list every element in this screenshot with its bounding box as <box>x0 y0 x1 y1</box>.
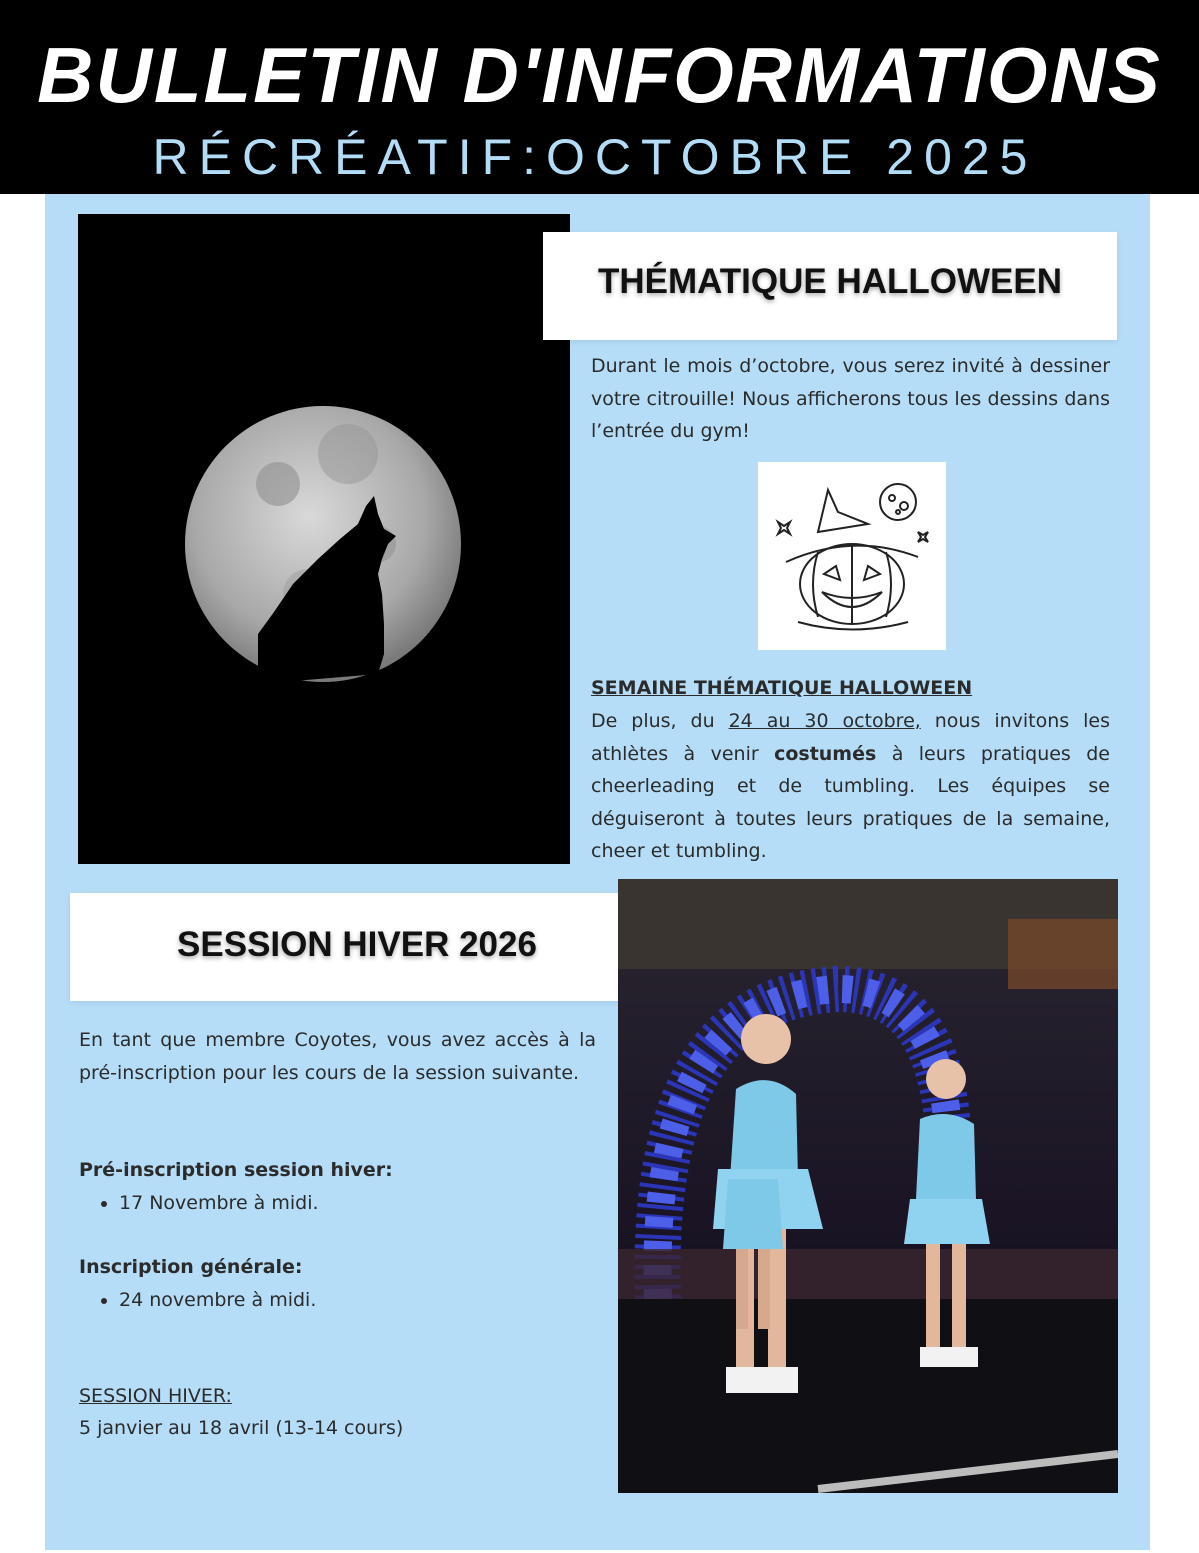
session-winter-label: SESSION HIVER: <box>79 1385 232 1407</box>
general-inscription-date: • 24 novembre à midi. <box>119 1284 316 1316</box>
preinscription-list <box>79 1187 319 1219</box>
general-inscription-label: Inscription générale: <box>79 1256 303 1278</box>
preinscription-date: • 17 Novembre à midi. <box>119 1187 319 1219</box>
halloween-week-heading: SEMAINE THÉMATIQUE HALLOWEEN <box>591 677 973 699</box>
newsletter-title: BULLETIN D'INFORMATIONS <box>37 31 1162 119</box>
halloween-week-text <box>591 705 1110 868</box>
halloween-intro: Durant le mois d’octobre, vous serez invité à dessiner votre citrouille! Nous afficherons tous les dessins dans l’entrée du gym! <box>591 355 1110 442</box>
session-heading: SESSION HIVER 2026 <box>177 925 537 964</box>
halloween-heading-box <box>543 232 1117 340</box>
week-text-part1: De plus, du <box>591 710 729 732</box>
pumpkin-coloring-image <box>758 462 946 650</box>
header-banner <box>0 0 1199 194</box>
session-intro: En tant que membre Coyotes, vous avez accès à la pré-inscription pour les cours de la session suivante. <box>79 1029 596 1084</box>
halloween-heading: THÉMATIQUE HALLOWEEN <box>597 262 1063 301</box>
general-inscription-list <box>79 1284 316 1316</box>
week-dates: 24 au 30 octobre, <box>728 710 921 732</box>
session-heading-box <box>70 893 644 1001</box>
week-costumes: costumés <box>774 742 877 765</box>
week-text-part3: à leurs pratiques de cheerleading et de tumbling. Les équipes se déguiseront à toutes leurs pratiques de la semaine, cheer et tumbling. <box>591 742 1110 862</box>
week-text-part2: nous invitons les athlètes à venir <box>591 710 1110 765</box>
wolf-moon-photo <box>78 214 570 864</box>
session-winter-dates: 5 janvier au 18 avril (13-14 cours) <box>79 1417 404 1439</box>
cheerleaders-photo <box>618 879 1118 1493</box>
preinscription-label: Pré-inscription session hiver: <box>79 1159 393 1181</box>
newsletter-subtitle: RÉCRÉATIF:OCTOBRE 2025 <box>152 129 1038 185</box>
